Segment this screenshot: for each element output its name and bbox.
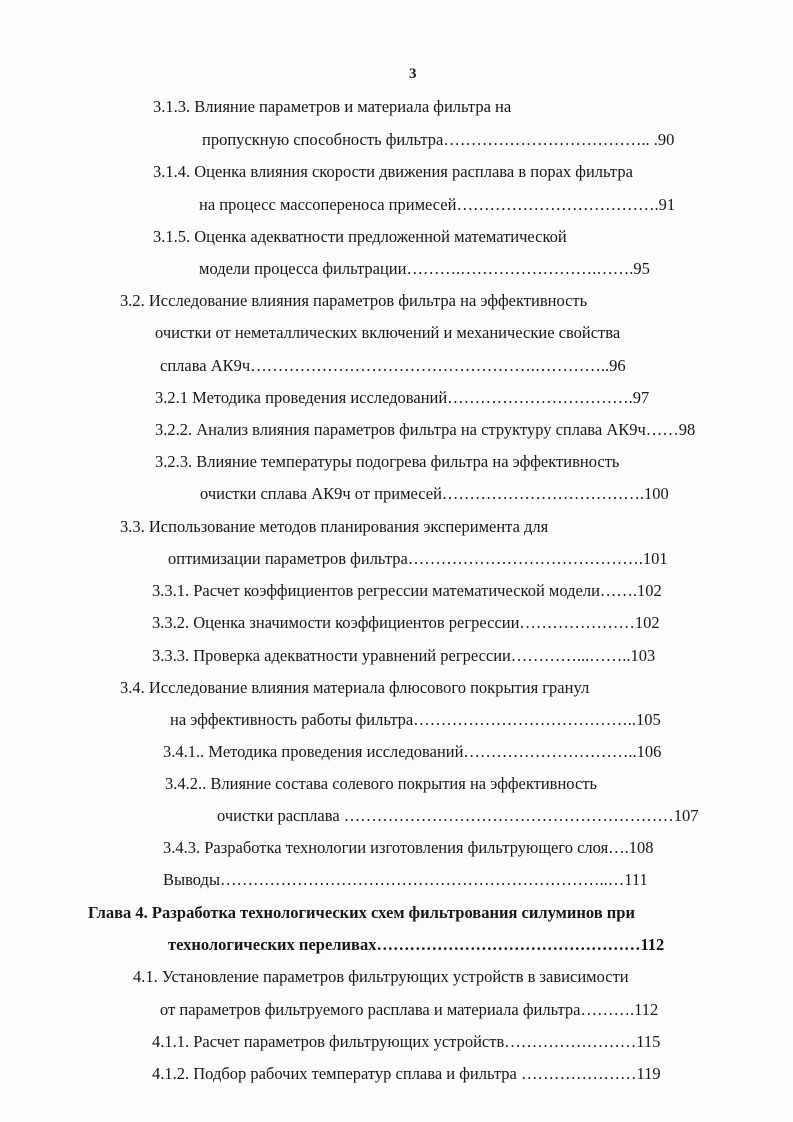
toc-line: 3.2.2. Анализ влияния параметров фильтра на структуру сплава АК9ч……98 [155, 420, 696, 439]
toc-line: 3.2.3. Влияние температуры подогрева фильтра на эффективность [155, 452, 620, 471]
toc-line: 3.2. Исследование влияния параметров фильтра на эффективность [120, 291, 588, 310]
toc-line: 3.3.1. Расчет коэффициентов регрессии математической модели…….102 [152, 581, 662, 600]
toc-line: 3.2.1 Методика проведения исследований…………………………….97 [155, 388, 650, 407]
toc-line: сплава АК9ч…………………………………………….…………..96 [160, 356, 626, 375]
toc-line: очистки расплава ……………………………………………………107 [217, 806, 699, 825]
toc-line: 3.1.4. Оценка влияния скорости движения расплава в порах фильтра [153, 162, 633, 181]
toc-line: 4.1. Установление параметров фильтрующих устройств в зависимости [133, 967, 629, 986]
toc-line: на эффективность работы фильтра…………………………………..105 [170, 710, 661, 729]
toc-line: 3.4.3. Разработка технологии изготовления фильтрующего слоя….108 [163, 838, 654, 857]
toc-line: 3.3. Использование методов планирования эксперимента для [120, 517, 549, 536]
toc-line: Выводы……………………………………………………………..…111 [163, 870, 648, 889]
toc-line: очистки сплава АК9ч от примесей……………………………….100 [200, 484, 669, 503]
toc-line: модели процесса фильтрации……….…………………….…….95 [199, 259, 650, 278]
toc-line: 3.3.3. Проверка адекватности уравнений регрессии…………...……..103 [152, 646, 656, 665]
toc-line: 3.1.3. Влияние параметров и материала фильтра на [153, 97, 512, 116]
toc-line: от параметров фильтруемого расплава и материала фильтра……….112 [160, 1000, 659, 1019]
toc-line: 3.3.2. Оценка значимости коэффициентов регрессии…………………102 [152, 613, 660, 632]
toc-line: 3.4.1.. Методика проведения исследований…………………………..106 [163, 742, 662, 761]
toc-line: пропускную способность фильтра……………………………….. .90 [202, 130, 675, 149]
toc-line: 4.1.1. Расчет параметров фильтрующих устройств……………………115 [152, 1032, 661, 1051]
toc-line: 4.1.2. Подбор рабочих температур сплава и фильтра …………………119 [152, 1064, 661, 1083]
toc-line: оптимизации параметров фильтра…………………………………….101 [168, 549, 668, 568]
toc-line: 3.4. Исследование влияния материала флюсового покрытия гранул [120, 678, 590, 697]
page-number: 3 [409, 66, 417, 82]
chapter-heading: Глава 4. Разработка технологических схем фильтрования силуминов при [88, 903, 635, 922]
chapter-heading: технологических переливах…………………………………………112 [168, 935, 665, 954]
toc-line: на процесс массопереноса примесей……………………………….91 [199, 195, 676, 214]
toc-line: очистки от неметаллических включений и механические свойства [155, 323, 621, 342]
toc-line: 3.1.5. Оценка адекватности предложенной математической [153, 227, 567, 246]
toc-line: 3.4.2.. Влияние состава солевого покрытия на эффективность [165, 774, 598, 793]
